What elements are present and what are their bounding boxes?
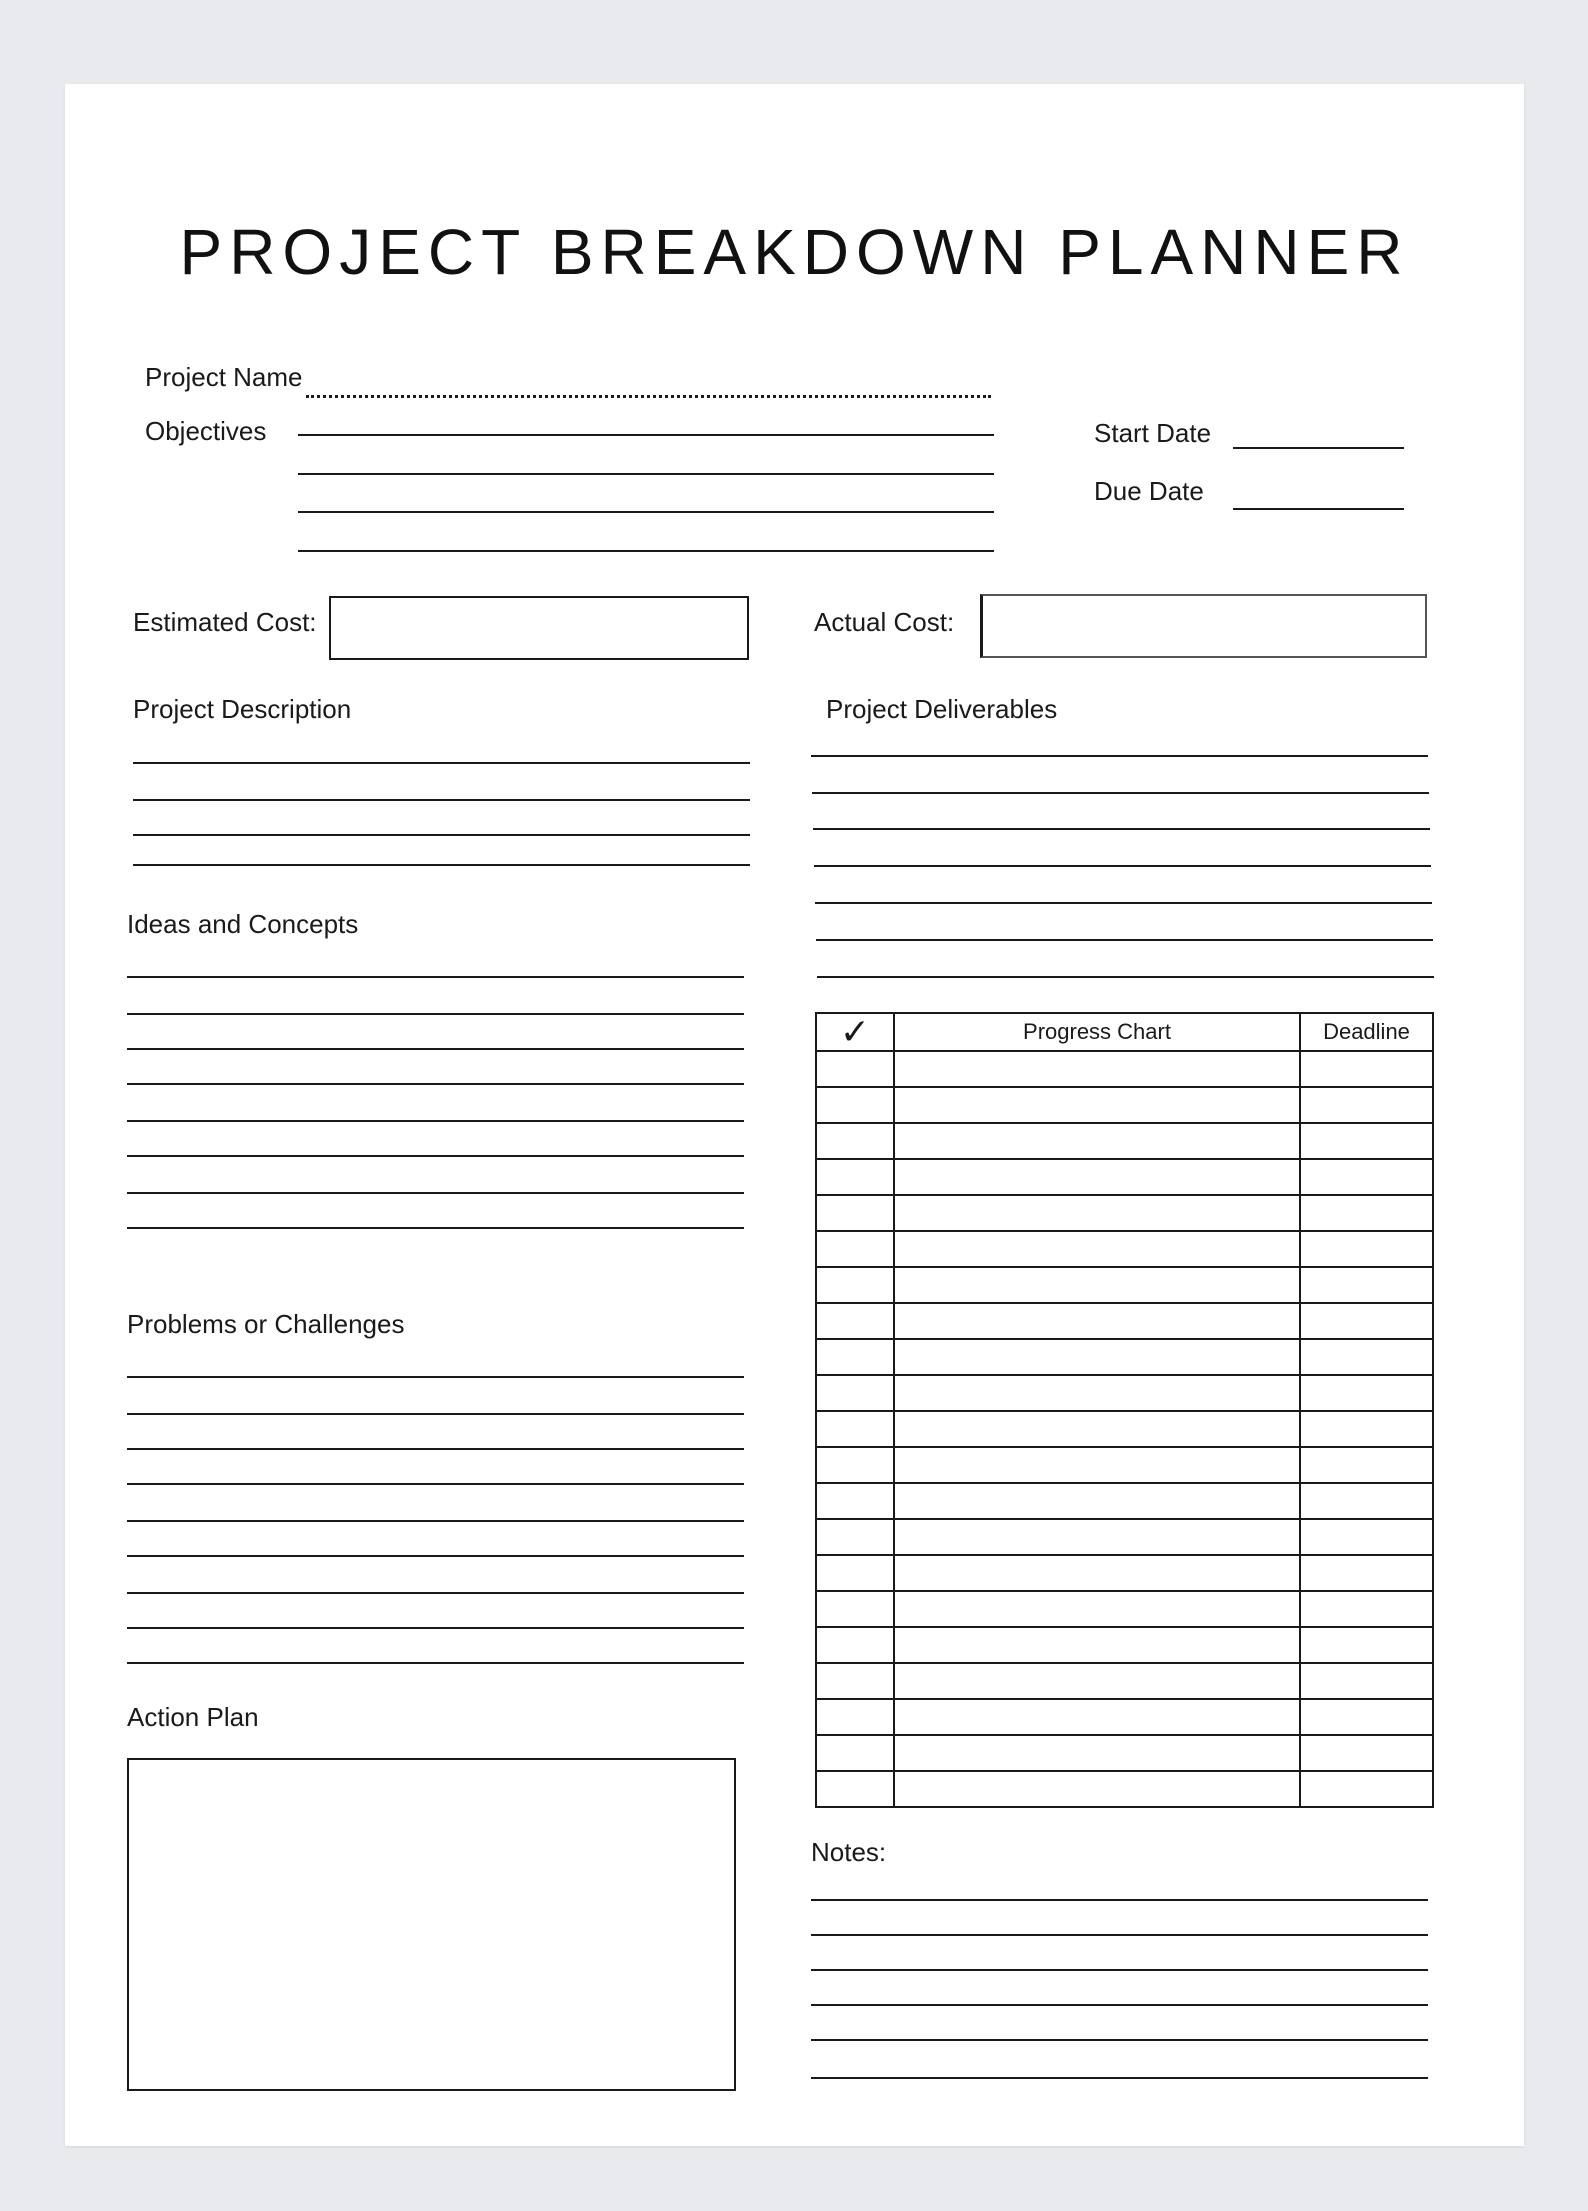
progress-row <box>816 1159 1433 1195</box>
progress-row <box>816 1123 1433 1159</box>
progress-deadline-cell[interactable] <box>1300 1555 1433 1591</box>
deliverables-line[interactable] <box>812 792 1429 794</box>
problems-line[interactable] <box>127 1627 744 1629</box>
progress-row <box>816 1555 1433 1591</box>
progress-task-cell[interactable] <box>894 1699 1300 1735</box>
progress-check-cell[interactable] <box>816 1303 894 1339</box>
planner-page <box>65 84 1524 2146</box>
progress-task-cell[interactable] <box>894 1195 1300 1231</box>
progress-deadline-cell[interactable] <box>1300 1483 1433 1519</box>
project-deliverables-label: Project Deliverables <box>826 694 1058 724</box>
progress-row <box>816 1735 1433 1771</box>
problems-line[interactable] <box>127 1376 744 1378</box>
notes-line[interactable] <box>811 1899 1428 1901</box>
progress-row <box>816 1051 1433 1087</box>
progress-check-cell[interactable] <box>816 1555 894 1591</box>
problems-line[interactable] <box>127 1413 744 1415</box>
progress-row <box>816 1231 1433 1267</box>
objectives-line[interactable] <box>298 511 994 513</box>
progress-check-cell[interactable] <box>816 1339 894 1375</box>
progress-task-cell[interactable] <box>894 1663 1300 1699</box>
deliverables-line[interactable] <box>813 828 1430 830</box>
progress-row <box>816 1339 1433 1375</box>
actual-cost-label: Actual Cost: <box>814 607 955 637</box>
progress-deadline-cell[interactable] <box>1300 1051 1433 1087</box>
progress-deadline-cell[interactable] <box>1300 1627 1433 1663</box>
notes-line[interactable] <box>811 1969 1428 1971</box>
progress-task-cell[interactable] <box>894 1303 1300 1339</box>
progress-check-cell[interactable] <box>816 1699 894 1735</box>
deliverables-line[interactable] <box>811 755 1428 757</box>
deliverables-line[interactable] <box>814 865 1431 867</box>
progress-deadline-cell[interactable] <box>1300 1159 1433 1195</box>
progress-check-cell[interactable] <box>816 1267 894 1303</box>
progress-check-cell[interactable] <box>816 1771 894 1807</box>
deliverables-line[interactable] <box>816 939 1433 941</box>
deadline-column-header: Deadline <box>1300 1013 1433 1051</box>
progress-deadline-cell[interactable] <box>1300 1699 1433 1735</box>
action-plan-label: Action Plan <box>127 1702 259 1732</box>
progress-deadline-cell[interactable] <box>1300 1771 1433 1807</box>
start-date-label: Start Date <box>1094 418 1212 448</box>
progress-deadline-cell[interactable] <box>1300 1123 1433 1159</box>
objectives-line[interactable] <box>298 550 994 552</box>
ideas-and-concepts-label: Ideas and Concepts <box>127 909 359 939</box>
problems-line[interactable] <box>127 1555 744 1557</box>
progress-check-cell[interactable] <box>816 1483 894 1519</box>
progress-check-cell[interactable] <box>816 1591 894 1627</box>
progress-check-cell[interactable] <box>816 1627 894 1663</box>
progress-check-cell[interactable] <box>816 1375 894 1411</box>
progress-check-cell[interactable] <box>816 1087 894 1123</box>
progress-task-cell[interactable] <box>894 1771 1300 1807</box>
description-line[interactable] <box>133 762 750 764</box>
progress-task-cell[interactable] <box>894 1591 1300 1627</box>
progress-check-cell[interactable] <box>816 1735 894 1771</box>
progress-check-cell[interactable] <box>816 1159 894 1195</box>
progress-row <box>816 1303 1433 1339</box>
page-title: PROJECT BREAKDOWN PLANNER <box>179 216 1410 288</box>
progress-task-cell[interactable] <box>894 1411 1300 1447</box>
notes-line[interactable] <box>811 1934 1428 1936</box>
ideas-line[interactable] <box>127 1048 744 1050</box>
ideas-line[interactable] <box>127 1013 744 1015</box>
problems-line[interactable] <box>127 1520 744 1522</box>
progress-deadline-cell[interactable] <box>1300 1411 1433 1447</box>
description-line[interactable] <box>133 799 750 801</box>
progress-deadline-cell[interactable] <box>1300 1231 1433 1267</box>
progress-task-cell[interactable] <box>894 1339 1300 1375</box>
progress-task-cell[interactable] <box>894 1627 1300 1663</box>
notes-line[interactable] <box>811 2039 1428 2041</box>
progress-row <box>816 1627 1433 1663</box>
objectives-line[interactable] <box>298 473 994 475</box>
progress-check-cell[interactable] <box>816 1231 894 1267</box>
progress-row <box>816 1267 1433 1303</box>
ideas-line[interactable] <box>127 1083 744 1085</box>
progress-row <box>816 1411 1433 1447</box>
check-icon: ✓ <box>839 1011 871 1052</box>
progress-row <box>816 1195 1433 1231</box>
progress-check-cell[interactable] <box>816 1411 894 1447</box>
progress-check-cell[interactable] <box>816 1123 894 1159</box>
problems-line[interactable] <box>127 1448 744 1450</box>
progress-row <box>816 1663 1433 1699</box>
estimated-cost-label: Estimated Cost: <box>133 607 317 637</box>
action-plan-box[interactable] <box>127 1758 736 2091</box>
project-name-label: Project Name <box>145 362 303 392</box>
progress-deadline-cell[interactable] <box>1300 1267 1433 1303</box>
progress-deadline-cell[interactable] <box>1300 1195 1433 1231</box>
progress-task-cell[interactable] <box>894 1555 1300 1591</box>
progress-chart-table <box>815 1012 1434 1808</box>
progress-row <box>816 1447 1433 1483</box>
progress-task-cell[interactable] <box>894 1735 1300 1771</box>
progress-header-row <box>816 1013 1433 1051</box>
notes-label: Notes: <box>811 1837 887 1867</box>
objectives-line[interactable] <box>298 434 994 436</box>
progress-task-cell[interactable] <box>894 1447 1300 1483</box>
progress-check-cell[interactable] <box>816 1195 894 1231</box>
progress-deadline-cell[interactable] <box>1300 1339 1433 1375</box>
deliverables-line[interactable] <box>817 976 1434 978</box>
progress-task-cell[interactable] <box>894 1267 1300 1303</box>
progress-task-cell[interactable] <box>894 1519 1300 1555</box>
progress-task-cell[interactable] <box>894 1375 1300 1411</box>
progress-row <box>816 1591 1433 1627</box>
progress-deadline-cell[interactable] <box>1300 1663 1433 1699</box>
progress-task-cell[interactable] <box>894 1483 1300 1519</box>
description-line[interactable] <box>133 834 750 836</box>
progress-task-cell[interactable] <box>894 1051 1300 1087</box>
notes-line[interactable] <box>811 2004 1428 2006</box>
problems-line[interactable] <box>127 1662 744 1664</box>
progress-check-cell[interactable] <box>816 1447 894 1483</box>
progress-task-cell[interactable] <box>894 1087 1300 1123</box>
progress-deadline-cell[interactable] <box>1300 1087 1433 1123</box>
objectives-label: Objectives <box>145 416 267 446</box>
description-line[interactable] <box>133 864 750 866</box>
project-description-label: Project Description <box>133 694 352 724</box>
progress-deadline-cell[interactable] <box>1300 1735 1433 1771</box>
start-date-field[interactable] <box>1233 447 1404 449</box>
ideas-line[interactable] <box>127 1227 744 1229</box>
project-name-field[interactable] <box>306 395 991 398</box>
progress-check-cell[interactable] <box>816 1051 894 1087</box>
progress-deadline-cell[interactable] <box>1300 1375 1433 1411</box>
ideas-line[interactable] <box>127 1155 744 1157</box>
actual-cost-box[interactable] <box>980 594 1427 658</box>
due-date-label: Due Date <box>1094 476 1204 506</box>
ideas-line[interactable] <box>127 1120 744 1122</box>
progress-deadline-cell[interactable] <box>1300 1447 1433 1483</box>
progress-row <box>816 1699 1433 1735</box>
progress-chart-column-header: Progress Chart <box>894 1013 1300 1051</box>
progress-task-cell[interactable] <box>894 1123 1300 1159</box>
progress-deadline-cell[interactable] <box>1300 1591 1433 1627</box>
ideas-line[interactable] <box>127 1192 744 1194</box>
notes-line[interactable] <box>811 2077 1428 2079</box>
estimated-cost-box[interactable] <box>329 596 749 660</box>
progress-check-cell[interactable] <box>816 1519 894 1555</box>
progress-check-cell[interactable] <box>816 1663 894 1699</box>
deliverables-line[interactable] <box>815 902 1432 904</box>
progress-row <box>816 1483 1433 1519</box>
problems-or-challenges-label: Problems or Challenges <box>127 1309 405 1339</box>
problems-line[interactable] <box>127 1483 744 1485</box>
progress-row <box>816 1519 1433 1555</box>
progress-task-cell[interactable] <box>894 1159 1300 1195</box>
progress-row <box>816 1375 1433 1411</box>
progress-deadline-cell[interactable] <box>1300 1519 1433 1555</box>
check-column-header <box>816 1013 894 1051</box>
progress-row <box>816 1087 1433 1123</box>
ideas-line[interactable] <box>127 976 744 978</box>
progress-row <box>816 1771 1433 1807</box>
progress-task-cell[interactable] <box>894 1231 1300 1267</box>
problems-line[interactable] <box>127 1592 744 1594</box>
progress-deadline-cell[interactable] <box>1300 1303 1433 1339</box>
due-date-field[interactable] <box>1233 508 1404 510</box>
